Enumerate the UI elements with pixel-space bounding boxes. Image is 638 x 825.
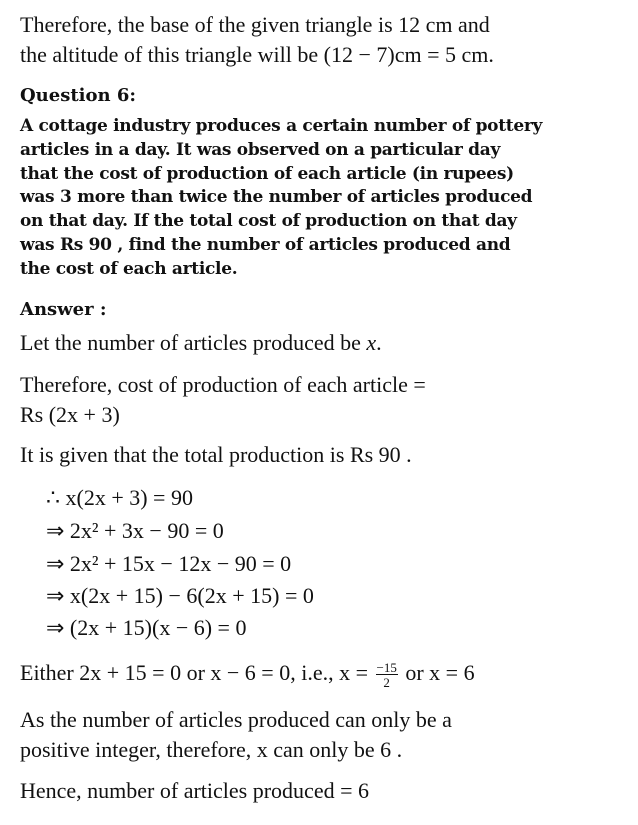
question-text [20,115,622,282]
equation-step: ⇒ 2x² + 3x − 90 = 0 [46,518,224,543]
equation-step: ⇒ (2x + 15)(x − 6) = 0 [46,615,247,640]
positive-line: As the number of articles produced can only be a [20,707,452,732]
period: . [376,330,382,355]
fraction [376,661,398,689]
conclusion-statement: Hence, number of articles produced = 6 [20,778,369,803]
question-line: A cottage industry produces a certain number of pottery [20,116,543,136]
intro-paragraph [20,10,620,70]
given-statement: It is given that the total production is Rs 90 . [20,442,412,467]
question-line: was Rs 90 , find the number of articles produced and [20,234,511,255]
let-statement [20,328,620,358]
equation-step: ⇒ 2x² + 15x − 12x − 90 = 0 [46,551,292,576]
positive-line: positive integer, therefore, x can only be 6 . [20,737,403,762]
equation-step: ⇒ x(2x + 15) − 6(2x + 15) = 0 [46,583,314,608]
cost-line: Therefore, cost of production of each article = [20,372,426,397]
question-line: was 3 more than twice the number of articles produced [20,187,533,208]
either-suffix: or x = 6 [399,660,475,685]
intro-line: Therefore, the base of the given triangle is 12 cm and [20,12,490,37]
question-line: the cost of each article. [20,258,238,279]
fraction-numerator: −15 [376,659,397,675]
variable-x: x [366,330,377,355]
either-text: Either 2x + 15 = 0 or x − 6 = 0, i.e., x = [20,660,374,685]
question-line: that the cost of production of each article (in rupees) [20,163,514,184]
answer-heading: Answer : [20,299,107,320]
either-statement [20,658,630,689]
positive-statement [20,705,620,765]
fraction-denominator: 2 [383,674,390,690]
question-line: articles in a day. It was observed on a particular day [20,139,501,160]
question-heading: Question 6: [20,85,137,106]
cost-line: Rs (2x + 3) [20,402,120,427]
intro-line: the altitude of this triangle will be (12 − 7)cm = 5 cm. [20,42,494,67]
let-text: Let the number of articles produced be [20,330,367,355]
equation-step: ∴ x(2x + 3) = 90 [46,485,193,510]
cost-statement [20,370,620,430]
question-line: on that day. If the total cost of production on that day [20,211,517,232]
